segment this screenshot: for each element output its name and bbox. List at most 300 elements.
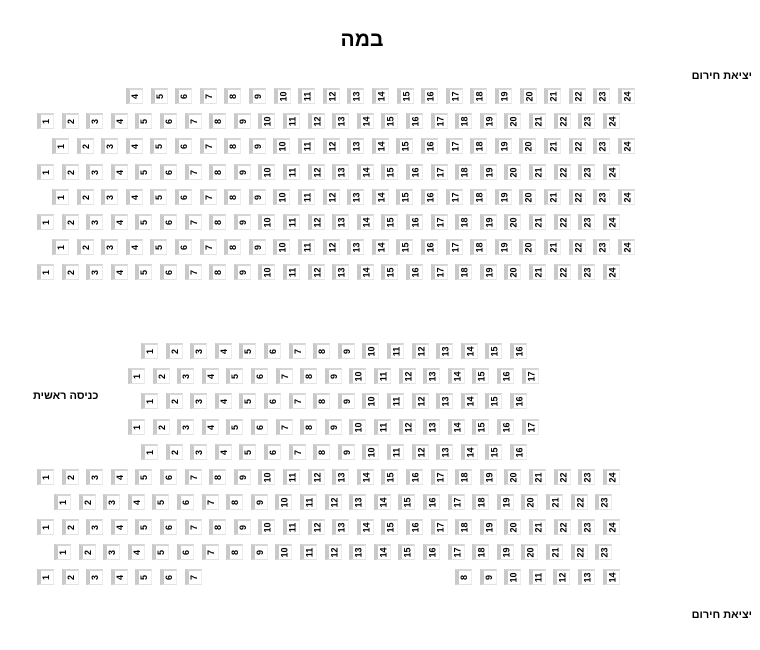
seat[interactable] — [349, 544, 366, 560]
seat[interactable] — [470, 239, 487, 255]
seat[interactable] — [593, 239, 610, 255]
seat[interactable] — [381, 164, 398, 180]
seat[interactable] — [480, 264, 497, 280]
seat[interactable] — [349, 368, 366, 384]
seat[interactable] — [381, 214, 398, 230]
seat[interactable] — [209, 214, 226, 230]
seat[interactable] — [276, 368, 293, 384]
seat[interactable] — [153, 419, 170, 435]
seat[interactable] — [215, 343, 232, 359]
seat[interactable] — [374, 544, 391, 560]
seat[interactable] — [332, 113, 349, 129]
seat[interactable] — [101, 138, 118, 154]
seat[interactable] — [455, 569, 472, 585]
seat[interactable] — [470, 88, 487, 104]
seat[interactable] — [448, 419, 465, 435]
seat[interactable] — [200, 189, 217, 205]
seat[interactable] — [510, 343, 527, 359]
seat[interactable] — [593, 88, 610, 104]
seat[interactable] — [325, 419, 342, 435]
seat[interactable] — [141, 393, 158, 409]
seat[interactable] — [485, 444, 502, 460]
seat[interactable] — [569, 138, 586, 154]
seat[interactable] — [325, 544, 342, 560]
seat[interactable] — [578, 469, 595, 485]
seat[interactable] — [313, 444, 330, 460]
seat[interactable] — [175, 189, 192, 205]
seat[interactable] — [436, 393, 453, 409]
seat[interactable] — [234, 164, 251, 180]
seat[interactable] — [308, 264, 325, 280]
seat[interactable] — [431, 113, 448, 129]
seat[interactable] — [300, 544, 317, 560]
seat[interactable] — [504, 519, 521, 535]
seat[interactable] — [347, 138, 364, 154]
seat[interactable] — [396, 138, 413, 154]
seat[interactable] — [332, 469, 349, 485]
seat[interactable] — [554, 164, 571, 180]
seat[interactable] — [150, 138, 167, 154]
seat[interactable] — [461, 444, 478, 460]
seat[interactable] — [421, 138, 438, 154]
seat[interactable] — [455, 519, 472, 535]
seat[interactable] — [166, 393, 183, 409]
seat[interactable] — [332, 519, 349, 535]
seat[interactable] — [62, 519, 79, 535]
seat[interactable] — [421, 239, 438, 255]
seat[interactable] — [495, 88, 512, 104]
seat[interactable] — [175, 88, 192, 104]
seat[interactable] — [603, 264, 620, 280]
seat[interactable] — [480, 164, 497, 180]
seat[interactable] — [308, 164, 325, 180]
seat[interactable] — [251, 544, 268, 560]
seat[interactable] — [387, 444, 404, 460]
seat[interactable] — [510, 444, 527, 460]
seat[interactable] — [79, 544, 96, 560]
seat[interactable] — [86, 164, 103, 180]
seat[interactable] — [497, 368, 514, 384]
seat[interactable] — [529, 519, 546, 535]
seat[interactable] — [251, 494, 268, 510]
seat[interactable] — [448, 368, 465, 384]
seat[interactable] — [455, 113, 472, 129]
seat[interactable] — [480, 113, 497, 129]
seat[interactable] — [215, 444, 232, 460]
seat[interactable] — [111, 113, 128, 129]
seat[interactable] — [62, 569, 79, 585]
seat[interactable] — [406, 113, 423, 129]
seat[interactable] — [603, 569, 620, 585]
seat[interactable] — [423, 419, 440, 435]
seat[interactable] — [249, 88, 266, 104]
seat[interactable] — [126, 189, 143, 205]
seat[interactable] — [289, 343, 306, 359]
seat[interactable] — [166, 444, 183, 460]
seat[interactable] — [421, 189, 438, 205]
seat[interactable] — [569, 239, 586, 255]
seat[interactable] — [398, 494, 415, 510]
seat[interactable] — [274, 88, 291, 104]
seat[interactable] — [239, 393, 256, 409]
seat[interactable] — [381, 113, 398, 129]
seat[interactable] — [347, 239, 364, 255]
seat[interactable] — [300, 494, 317, 510]
seat[interactable] — [160, 469, 177, 485]
seat[interactable] — [62, 164, 79, 180]
seat[interactable] — [472, 368, 489, 384]
seat[interactable] — [152, 494, 169, 510]
seat[interactable] — [126, 88, 143, 104]
seat[interactable] — [504, 113, 521, 129]
seat[interactable] — [160, 519, 177, 535]
seat[interactable] — [431, 214, 448, 230]
seat[interactable] — [472, 544, 489, 560]
seat[interactable] — [52, 189, 69, 205]
seat[interactable] — [571, 494, 588, 510]
seat[interactable] — [406, 519, 423, 535]
seat[interactable] — [153, 368, 170, 384]
seat[interactable] — [166, 343, 183, 359]
seat[interactable] — [160, 569, 177, 585]
seat[interactable] — [396, 239, 413, 255]
seat[interactable] — [177, 368, 194, 384]
seat[interactable] — [258, 264, 275, 280]
seat[interactable] — [177, 544, 194, 560]
seat[interactable] — [226, 368, 243, 384]
seat[interactable] — [300, 419, 317, 435]
seat[interactable] — [480, 519, 497, 535]
seat[interactable] — [160, 214, 177, 230]
seat[interactable] — [372, 88, 389, 104]
seat[interactable] — [77, 239, 94, 255]
seat[interactable] — [209, 264, 226, 280]
seat[interactable] — [497, 544, 514, 560]
seat[interactable] — [249, 189, 266, 205]
seat[interactable] — [412, 444, 429, 460]
seat[interactable] — [62, 469, 79, 485]
seat[interactable] — [190, 393, 207, 409]
seat[interactable] — [480, 569, 497, 585]
seat[interactable] — [529, 164, 546, 180]
seat[interactable] — [103, 544, 120, 560]
seat[interactable] — [423, 368, 440, 384]
seat[interactable] — [249, 239, 266, 255]
seat[interactable] — [37, 469, 54, 485]
seat[interactable] — [618, 239, 635, 255]
seat[interactable] — [323, 239, 340, 255]
seat[interactable] — [347, 88, 364, 104]
seat[interactable] — [521, 494, 538, 510]
seat[interactable] — [455, 214, 472, 230]
seat[interactable] — [603, 214, 620, 230]
seat[interactable] — [300, 368, 317, 384]
seat[interactable] — [362, 444, 379, 460]
seat[interactable] — [308, 113, 325, 129]
seat[interactable] — [249, 138, 266, 154]
seat[interactable] — [152, 544, 169, 560]
seat[interactable] — [332, 214, 349, 230]
seat[interactable] — [571, 544, 588, 560]
seat[interactable] — [362, 393, 379, 409]
seat[interactable] — [569, 88, 586, 104]
seat[interactable] — [510, 393, 527, 409]
seat[interactable] — [399, 368, 416, 384]
seat[interactable] — [224, 88, 241, 104]
seat[interactable] — [338, 343, 355, 359]
seat[interactable] — [446, 239, 463, 255]
seat[interactable] — [251, 419, 268, 435]
seat[interactable] — [276, 419, 293, 435]
seat[interactable] — [554, 214, 571, 230]
seat[interactable] — [128, 368, 145, 384]
seat[interactable] — [54, 494, 71, 510]
seat[interactable] — [226, 544, 243, 560]
seat[interactable] — [283, 469, 300, 485]
seat[interactable] — [283, 214, 300, 230]
seat[interactable] — [200, 138, 217, 154]
seat[interactable] — [135, 264, 152, 280]
seat[interactable] — [185, 113, 202, 129]
seat[interactable] — [603, 519, 620, 535]
seat[interactable] — [578, 113, 595, 129]
seat[interactable] — [423, 544, 440, 560]
seat[interactable] — [298, 88, 315, 104]
seat[interactable] — [480, 469, 497, 485]
seat[interactable] — [175, 239, 192, 255]
seat[interactable] — [431, 519, 448, 535]
seat[interactable] — [258, 469, 275, 485]
seat[interactable] — [372, 189, 389, 205]
seat[interactable] — [215, 393, 232, 409]
seat[interactable] — [135, 469, 152, 485]
seat[interactable] — [357, 264, 374, 280]
seat[interactable] — [126, 239, 143, 255]
seat[interactable] — [495, 239, 512, 255]
seat[interactable] — [603, 113, 620, 129]
seat[interactable] — [399, 419, 416, 435]
seat[interactable] — [521, 544, 538, 560]
seat[interactable] — [273, 239, 290, 255]
seat[interactable] — [298, 138, 315, 154]
seat[interactable] — [406, 264, 423, 280]
seat[interactable] — [553, 569, 570, 585]
seat[interactable] — [111, 214, 128, 230]
seat[interactable] — [150, 189, 167, 205]
seat[interactable] — [86, 469, 103, 485]
seat[interactable] — [275, 544, 292, 560]
seat[interactable] — [325, 494, 342, 510]
seat[interactable] — [387, 393, 404, 409]
seat[interactable] — [128, 419, 145, 435]
seat[interactable] — [264, 444, 281, 460]
seat[interactable] — [603, 469, 620, 485]
seat[interactable] — [325, 368, 342, 384]
seat[interactable] — [251, 368, 268, 384]
seat[interactable] — [209, 164, 226, 180]
seat[interactable] — [470, 189, 487, 205]
seat[interactable] — [472, 494, 489, 510]
seat[interactable] — [323, 189, 340, 205]
seat[interactable] — [470, 138, 487, 154]
seat[interactable] — [135, 214, 152, 230]
seat[interactable] — [406, 164, 423, 180]
seat[interactable] — [190, 343, 207, 359]
seat[interactable] — [308, 214, 325, 230]
seat[interactable] — [323, 138, 340, 154]
seat[interactable] — [37, 569, 54, 585]
seat[interactable] — [202, 494, 219, 510]
seat[interactable] — [554, 264, 571, 280]
seat[interactable] — [504, 264, 521, 280]
seat[interactable] — [185, 519, 202, 535]
seat[interactable] — [101, 189, 118, 205]
seat[interactable] — [436, 444, 453, 460]
seat[interactable] — [86, 569, 103, 585]
seat[interactable] — [618, 138, 635, 154]
seat[interactable] — [151, 88, 168, 104]
seat[interactable] — [381, 264, 398, 280]
seat[interactable] — [374, 494, 391, 510]
seat[interactable] — [79, 494, 96, 510]
seat[interactable] — [374, 419, 391, 435]
seat[interactable] — [239, 343, 256, 359]
seat[interactable] — [349, 419, 366, 435]
seat[interactable] — [128, 494, 145, 510]
seat[interactable] — [160, 113, 177, 129]
seat[interactable] — [150, 239, 167, 255]
seat[interactable] — [495, 138, 512, 154]
seat[interactable] — [283, 519, 300, 535]
seat[interactable] — [578, 164, 595, 180]
seat[interactable] — [480, 214, 497, 230]
seat[interactable] — [185, 164, 202, 180]
seat[interactable] — [141, 343, 158, 359]
seat[interactable] — [544, 88, 561, 104]
seat[interactable] — [578, 214, 595, 230]
seat[interactable] — [111, 569, 128, 585]
seat[interactable] — [519, 189, 536, 205]
seat[interactable] — [86, 113, 103, 129]
seat[interactable] — [374, 368, 391, 384]
seat[interactable] — [283, 264, 300, 280]
seat[interactable] — [101, 239, 118, 255]
seat[interactable] — [258, 519, 275, 535]
seat[interactable] — [431, 264, 448, 280]
seat[interactable] — [226, 494, 243, 510]
seat[interactable] — [546, 494, 563, 510]
seat[interactable] — [412, 393, 429, 409]
seat[interactable] — [202, 544, 219, 560]
seat[interactable] — [332, 264, 349, 280]
seat[interactable] — [135, 519, 152, 535]
seat[interactable] — [522, 419, 539, 435]
seat[interactable] — [128, 544, 145, 560]
seat[interactable] — [431, 164, 448, 180]
seat[interactable] — [455, 264, 472, 280]
seat[interactable] — [504, 469, 521, 485]
seat[interactable] — [202, 419, 219, 435]
seat[interactable] — [37, 113, 54, 129]
seat[interactable] — [504, 214, 521, 230]
seat[interactable] — [522, 368, 539, 384]
seat[interactable] — [546, 544, 563, 560]
seat[interactable] — [111, 164, 128, 180]
seat[interactable] — [485, 343, 502, 359]
seat[interactable] — [544, 239, 561, 255]
seat[interactable] — [446, 138, 463, 154]
seat[interactable] — [62, 113, 79, 129]
seat[interactable] — [258, 113, 275, 129]
seat[interactable] — [381, 469, 398, 485]
seat[interactable] — [200, 239, 217, 255]
seat[interactable] — [77, 189, 94, 205]
seat[interactable] — [234, 469, 251, 485]
seat[interactable] — [160, 264, 177, 280]
seat[interactable] — [448, 494, 465, 510]
seat[interactable] — [37, 519, 54, 535]
seat[interactable] — [544, 138, 561, 154]
seat[interactable] — [86, 214, 103, 230]
seat[interactable] — [126, 138, 143, 154]
seat[interactable] — [387, 343, 404, 359]
seat[interactable] — [273, 189, 290, 205]
seat[interactable] — [504, 164, 521, 180]
seat[interactable] — [234, 519, 251, 535]
seat[interactable] — [593, 189, 610, 205]
seat[interactable] — [461, 393, 478, 409]
seat[interactable] — [357, 113, 374, 129]
seat[interactable] — [357, 469, 374, 485]
seat[interactable] — [135, 113, 152, 129]
seat[interactable] — [357, 214, 374, 230]
seat[interactable] — [185, 569, 202, 585]
seat[interactable] — [357, 164, 374, 180]
seat[interactable] — [313, 343, 330, 359]
seat[interactable] — [406, 469, 423, 485]
seat[interactable] — [455, 469, 472, 485]
seat[interactable] — [273, 138, 290, 154]
seat[interactable] — [224, 239, 241, 255]
seat[interactable] — [52, 239, 69, 255]
seat[interactable] — [298, 239, 315, 255]
seat[interactable] — [111, 469, 128, 485]
seat[interactable] — [338, 393, 355, 409]
seat[interactable] — [224, 138, 241, 154]
seat[interactable] — [578, 519, 595, 535]
seat[interactable] — [160, 164, 177, 180]
seat[interactable] — [421, 88, 438, 104]
seat[interactable] — [226, 419, 243, 435]
seat[interactable] — [554, 519, 571, 535]
seat[interactable] — [258, 164, 275, 180]
seat[interactable] — [190, 444, 207, 460]
seat[interactable] — [275, 494, 292, 510]
seat[interactable] — [423, 494, 440, 510]
seat[interactable] — [529, 264, 546, 280]
seat[interactable] — [54, 544, 71, 560]
seat[interactable] — [618, 189, 635, 205]
seat[interactable] — [448, 544, 465, 560]
seat[interactable] — [185, 469, 202, 485]
seat[interactable] — [289, 444, 306, 460]
seat[interactable] — [141, 444, 158, 460]
seat[interactable] — [338, 444, 355, 460]
seat[interactable] — [86, 519, 103, 535]
seat[interactable] — [308, 519, 325, 535]
seat[interactable] — [529, 469, 546, 485]
seat[interactable] — [595, 494, 612, 510]
